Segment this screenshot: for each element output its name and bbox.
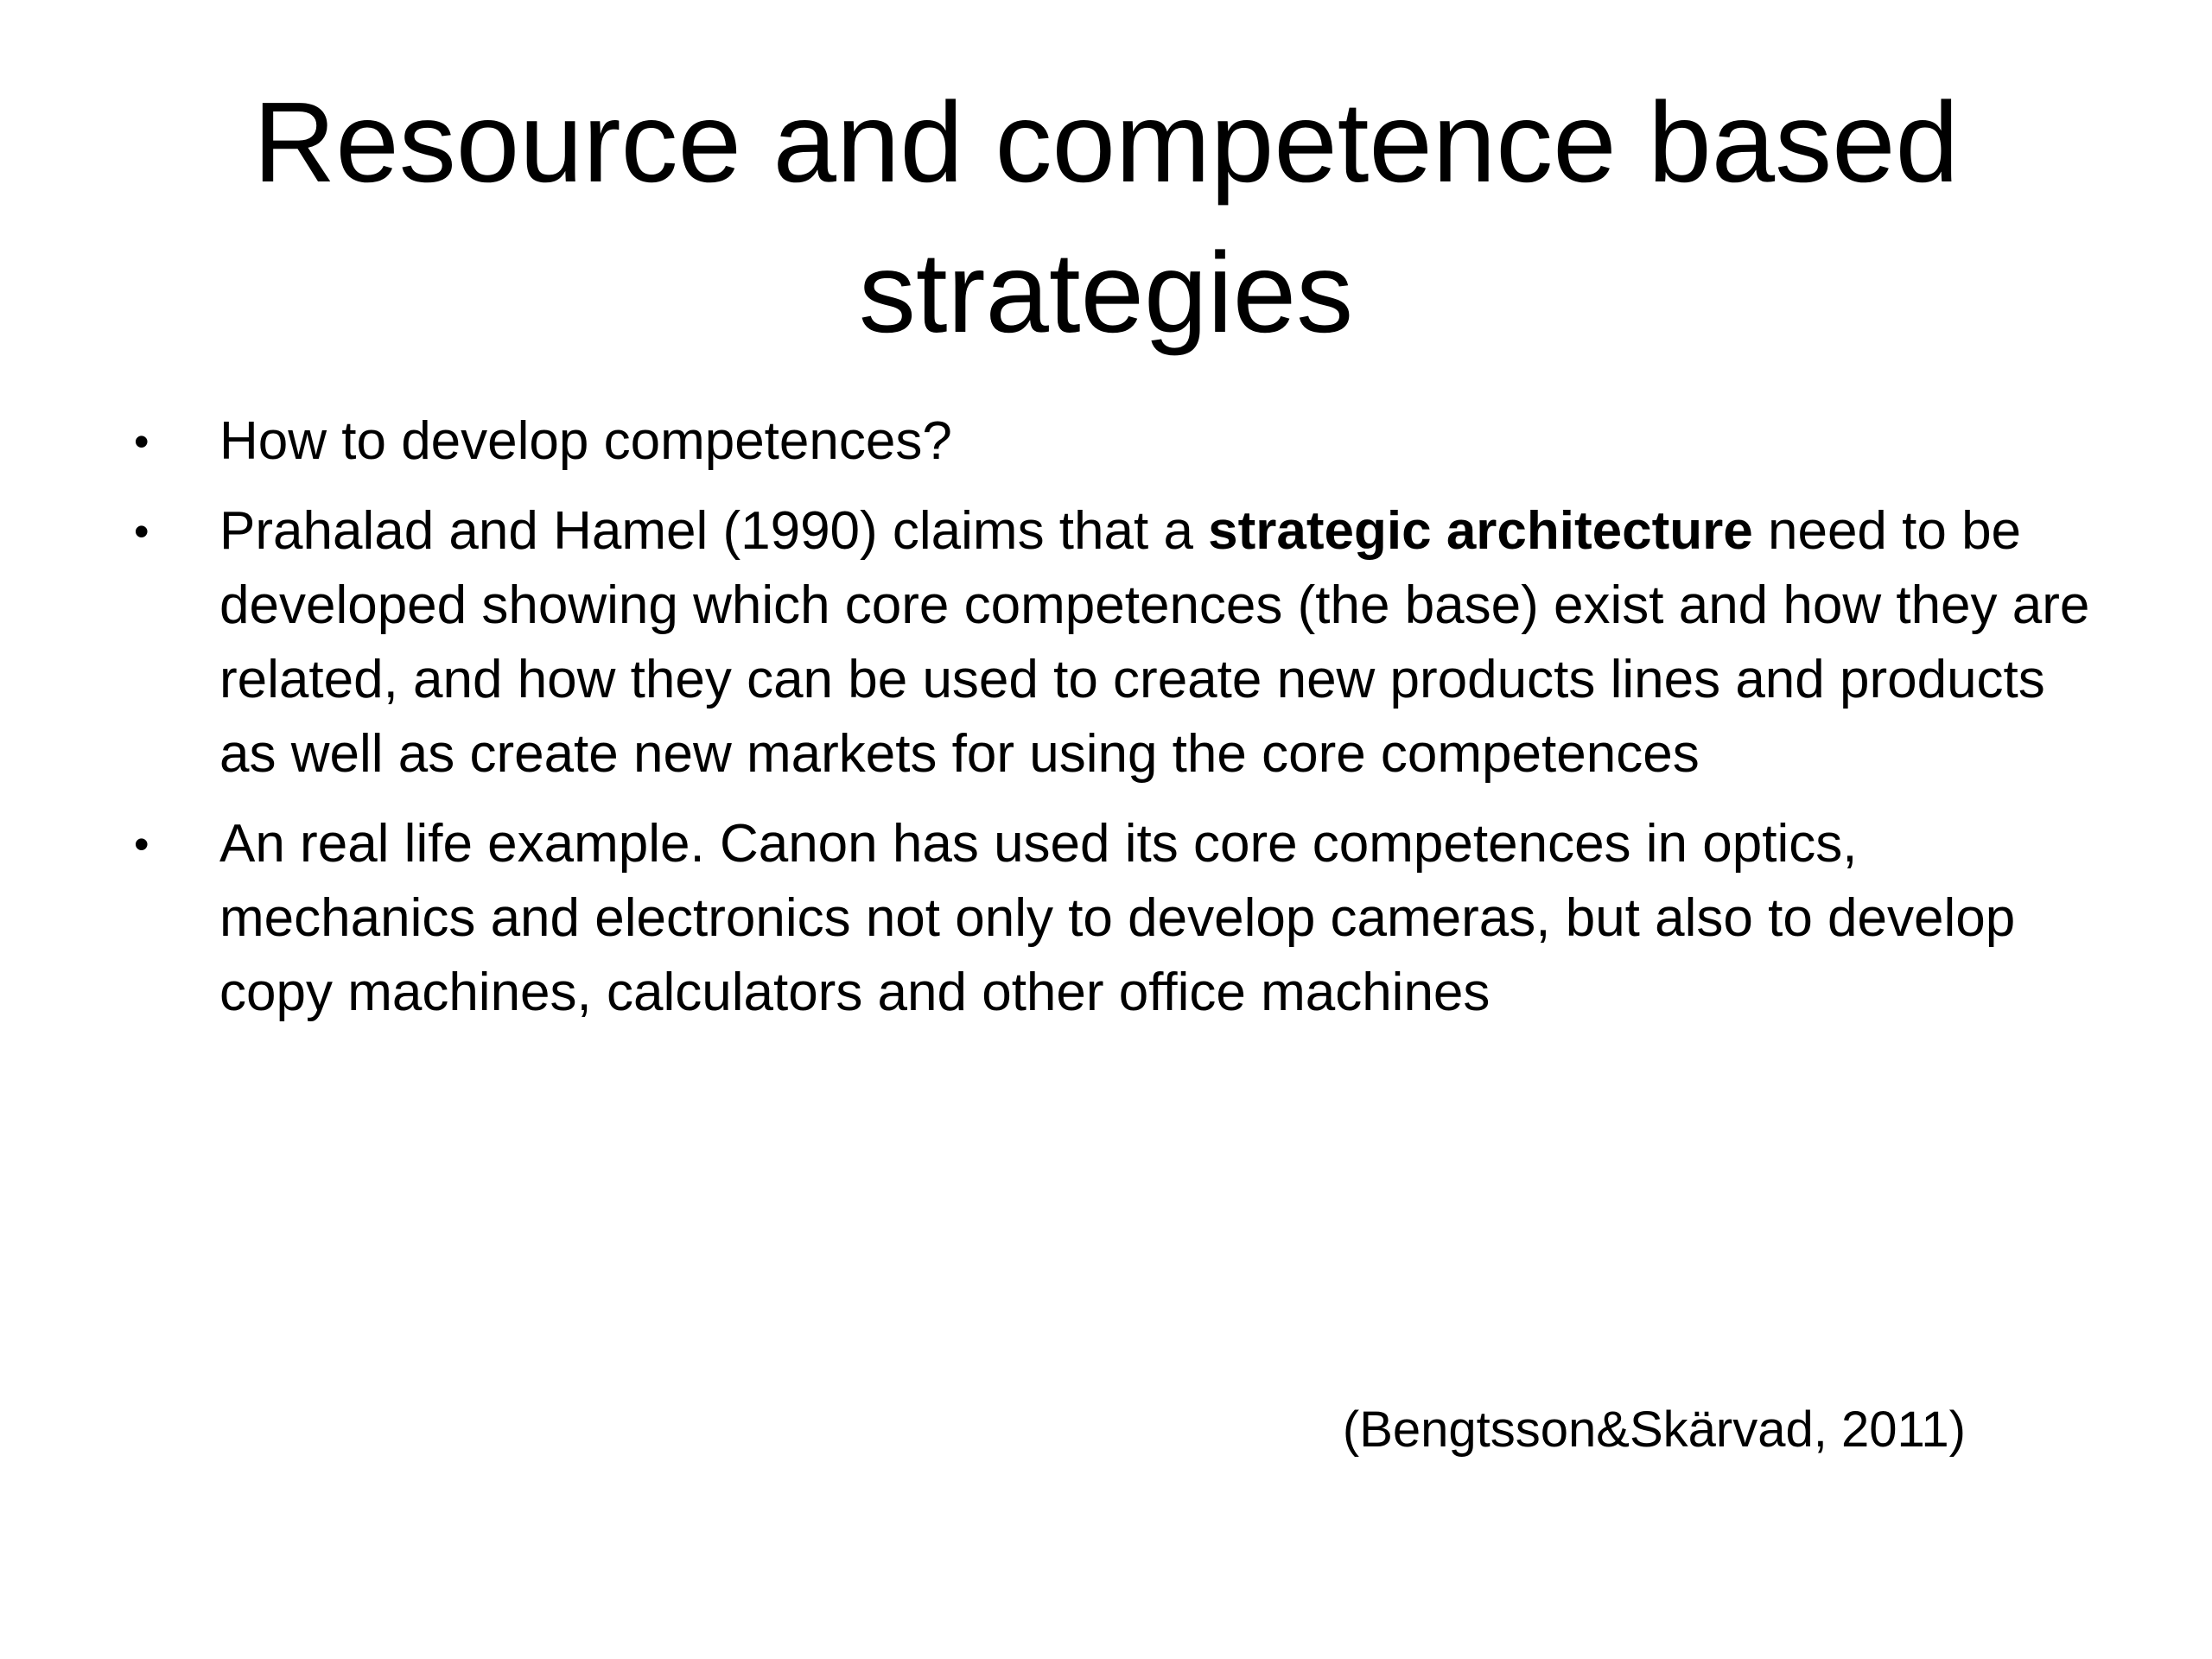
bullet-item-develop-competences: [130, 404, 2100, 479]
bullet-text: An real life example. Canon has used its core competences in optics, mechanics and electronics not only to develop cameras, but also to develop copy machines, calculators and other office machines: [219, 814, 2016, 1022]
bullet-bold-term: strategic architecture: [1208, 501, 1753, 561]
bullet-text-before: Prahalad and Hamel (1990) claims that a: [219, 501, 1209, 561]
bullet-icon: •: [134, 417, 149, 466]
bullet-item-canon-example: [130, 807, 2100, 1030]
bullet-icon: •: [134, 507, 149, 556]
bullet-item-strategic-architecture: [130, 494, 2100, 791]
citation: (Bengtsson&Skärvad, 2011): [1342, 1402, 1966, 1458]
bullet-text: How to develop competences?: [219, 411, 952, 471]
slide-title: Resource and competence based strategies: [253, 79, 1959, 356]
bullet-list: [130, 404, 2100, 1046]
bullet-text-after: need to be developed showing which core competences (the base) exist and how they are related, and how they can be used to create new products lines and products as well as create new markets for using the core competences: [219, 501, 2090, 784]
bullet-icon: •: [134, 820, 149, 868]
